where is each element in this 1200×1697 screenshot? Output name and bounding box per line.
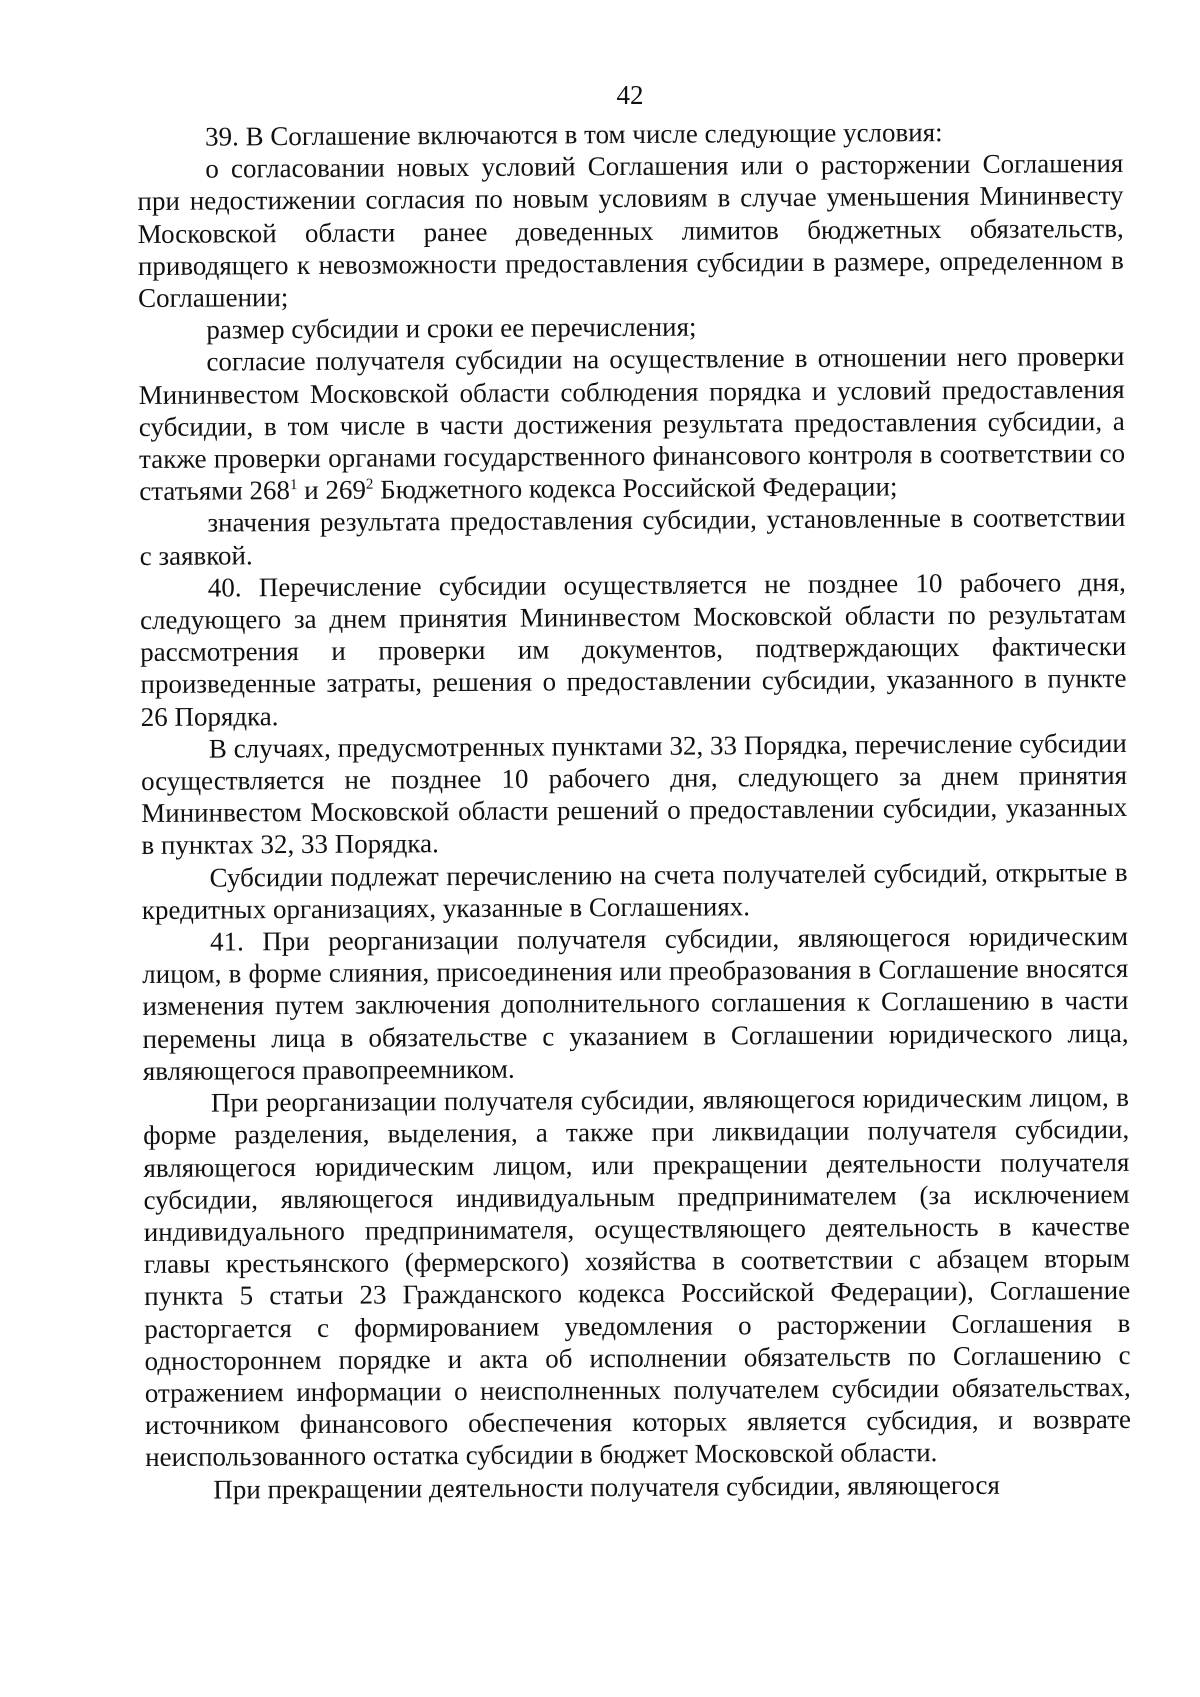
transfer-special-cases: В случаях, предусмотренных пунктами 32, 33 Порядка, перечисление субсидии осуществляется не позднее 10 рабочего дня, следующего за днем принятия Мининвестом Московской области решений о предоставлении субсидии, указанных в пунктах 32, 33 Порядка. — [140, 727, 1128, 861]
paragraph-41: 41. При реорганизации получателя субсидии, являющегося юридическим лицом, в форме слияния, присоединения или преобразования в Соглашение вносятся изменения путем заключения дополнительного соглашения к Соглашению в части перемены лица в обязательстве с указанием в Соглашении юридического лица, являющегося правопреемником. — [142, 921, 1129, 1086]
inspection-text-start: согласие получателя субсидии на осуществление в отношении него проверки Мининвестом Московской области соблюдения порядка и условий предоставления субсидии, в том числе в части достижения результата предоставления субсидии, а также проверки органами государственного финансового контроля в соответствии со статьями 268 — [138, 341, 1126, 507]
reorganization-termination: При реорганизации получателя субсидии, являющегося юридическим лицом, в форме разделения, выделения, а также при ликвидации получателя субсидии, являющегося юридическим лицом, или прекращении деятельности получателя субсидии, являющегося индивидуальным предпринимателем (за исключением индивидуального предпринимателя, осуществляющего деятельность в качестве главы крестьянского (фермерского) хозяйства в соответствии с абзацем вторым пункта 5 статьи 23 Гражданского кодекса Российской Федерации), Соглашение расторгается с формированием уведомления о расторжении Соглашения в одностороннем порядке и акта об исполнении обязательств по Соглашению с отражением информации о неисполненных получателем субсидии обязательствах, источником финансового обеспечения которых является субсидия, и возврате неиспользованного остатка субсидии в бюджет Московской области. — [143, 1082, 1132, 1473]
inspection-text-middle: и 269 — [297, 474, 367, 506]
subsidy-accounts: Субсидии подлежат перечислению на счета получателей субсидий, открытые в кредитных организациях, указанные в Соглашениях. — [141, 856, 1128, 925]
inspection-text-end: Бюджетного кодекса Российской Федерации; — [373, 471, 898, 505]
page-number: 42 — [616, 80, 644, 110]
paragraph-40: 40. Перечисление субсидии осуществляется не позднее 10 рабочего дня, следующего за днем принятия Мининвестом Московской области по результатам рассмотрения и проверки им документов, подтверждающих фактически произведенные затраты, решения о предоставлении субсидии, указанного в пункте 26 Порядка. — [139, 566, 1127, 732]
condition-inspection-consent — [138, 340, 1125, 507]
activity-termination: При прекращении деятельности получателя субсидии, являющегося — [213, 1469, 1000, 1505]
article-268-superscript: 1 — [289, 477, 298, 494]
article-269-superscript: 2 — [365, 476, 374, 493]
condition-agreement-change: о согласовании новых условий Соглашения или о расторжении Соглашения при недостижении согласия по новым условиям в случае уменьшения Мининвесту Московской области ранее доведенных лимитов бюджетных обязательств, приводящего к невозможности предоставления субсидии в размере, определенном в Соглашении; — [137, 148, 1124, 314]
condition-subsidy-amount: размер субсидии и сроки ее перечисления; — [206, 311, 697, 345]
document-body — [137, 115, 1131, 1506]
condition-result-values: значения результата предоставления субсидии, установленные в соответствии с заявкой. — [139, 502, 1126, 571]
paragraph-39: 39. В Соглашение включаются в том числе следующие условия: — [205, 117, 943, 152]
